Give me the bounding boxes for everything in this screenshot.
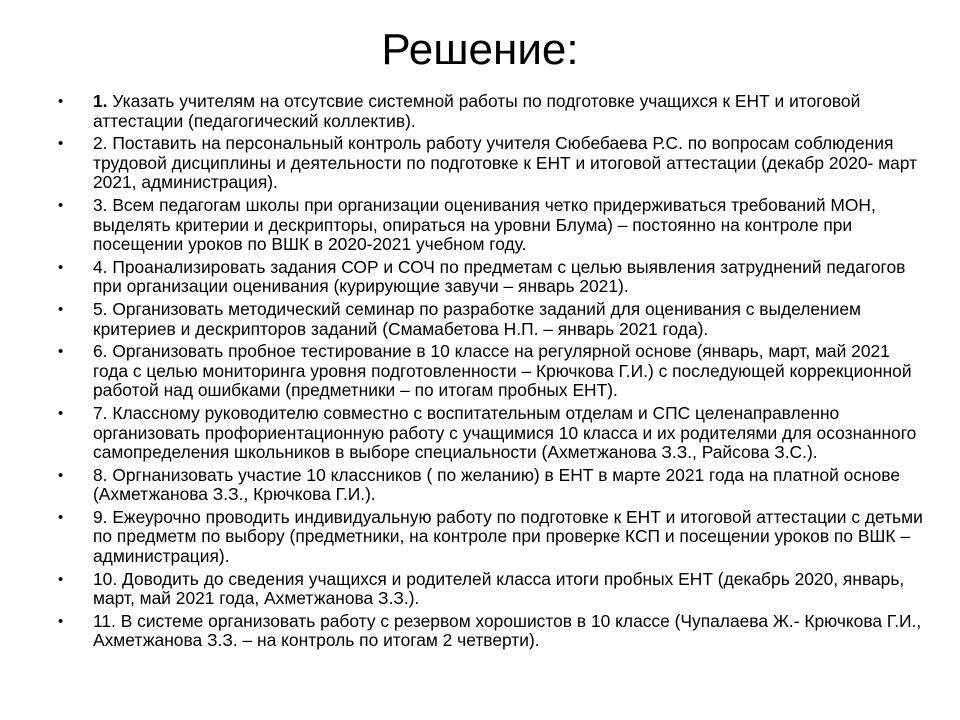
list-item (56, 570, 926, 609)
list-item (56, 258, 926, 297)
list-item-text: 3. Всем педагогам школы при организации оценивания четко придерживаться требований МОН, выделять критерии и дескрипторы, опираться на уровни Блума) – постоянно на контроле при посещении уроков по ВШК в 2020-2021 учебном году. (93, 194, 876, 255)
list-item-text: 6. Организовать пробное тестирование в 10 классе на регулярной основе (январь, март, май 2021 года с целью мониторинга уровня подготовленности – Крючкова Г.И.) с последующей коррекционной работой над ошибками (предметники – по итогам пробных ЕНТ). (93, 341, 912, 401)
bullet-icon: • (58, 612, 64, 630)
bullet-icon: • (58, 343, 64, 361)
list-item (56, 466, 926, 505)
list-item-text: 2. Поставить на персональный контроль работу учителя Сюбебаева Р.С. по вопросам соблюдения трудовой дисциплины и деятельности по подготовке к ЕНТ и итоговой аттестации (декабр 2020- март 2021, администрация). (93, 133, 918, 193)
bullet-icon: • (58, 258, 64, 276)
bullet-icon: • (58, 93, 64, 110)
list-item-text: 4. Проанализировать задания СОР и СОЧ по предметам с целью выявления затруднений педагогов при организации оценивания (курирующие завучи – январь 2021). (93, 256, 906, 297)
list-item-text: 10. Доводить до сведения учащихся и родителей класса итоги пробных ЕНТ (декабрь 2020, январь, март, май 2021 года, Ахметжанова З.З.). (93, 568, 905, 609)
list-item (56, 92, 926, 131)
list-item-text: 9. Ежеурочно проводить индивидуальную работу по подготовке к ЕНТ и итоговой аттестации с детьми по предметм по выбору (предметники, на контроле при проверке КСП и посещении уроков по ВШК – администрация). (93, 506, 923, 567)
bullet-icon: • (58, 300, 64, 318)
list-item (56, 612, 926, 651)
list-item (56, 134, 926, 193)
list-item-text: 5. Организовать методический семинар по разработке заданий для оценивания с выделением критериев и дескрипторов заданий (Смамабетова Н.П. – январь 2021 года). (93, 298, 861, 339)
decision-list (56, 92, 926, 654)
list-item-text: Указать учителям на отсутсвие системной работы по подготовке учащихся к ЕНТ и итоговой аттестации (педагогический коллектив). (93, 91, 861, 131)
list-item (56, 342, 926, 401)
list-item (56, 196, 926, 255)
list-item (56, 300, 926, 339)
bullet-icon: • (58, 466, 64, 484)
bullet-icon: • (58, 135, 64, 153)
list-item-text: 11. В системе организовать работу с резервом хорошистов в 10 классе (Чупалаева Ж.- Крючкова Г.И., Ахметжанова З.З. – на контроль по итогам 2 четверти). (93, 610, 922, 651)
list-item-text: 7. Классному руководителю совместно с воспитательным отделам и СПС целенаправленно организовать профориентационную работу с учащимися 10 класса и их родителями для осознанного самопределения школьников в выборе специальности (Ахметжанова З.З., Райсова З.С.). (93, 402, 917, 463)
list-item-text: 8. Оргнанизовать участие 10 классников ( по желанию) в ЕНТ в марте 2021 года на платной основе (Ахметжанова З.З., Крючкова Г.И.). (93, 464, 901, 505)
slide-title: Решение: (381, 25, 579, 74)
list-item (56, 404, 926, 463)
list-item-number: 1. (93, 91, 108, 111)
bullet-icon: • (58, 196, 64, 214)
bullet-icon: • (58, 570, 64, 588)
bullet-icon: • (58, 508, 64, 526)
list-item (56, 508, 926, 567)
bullet-icon: • (58, 404, 64, 422)
